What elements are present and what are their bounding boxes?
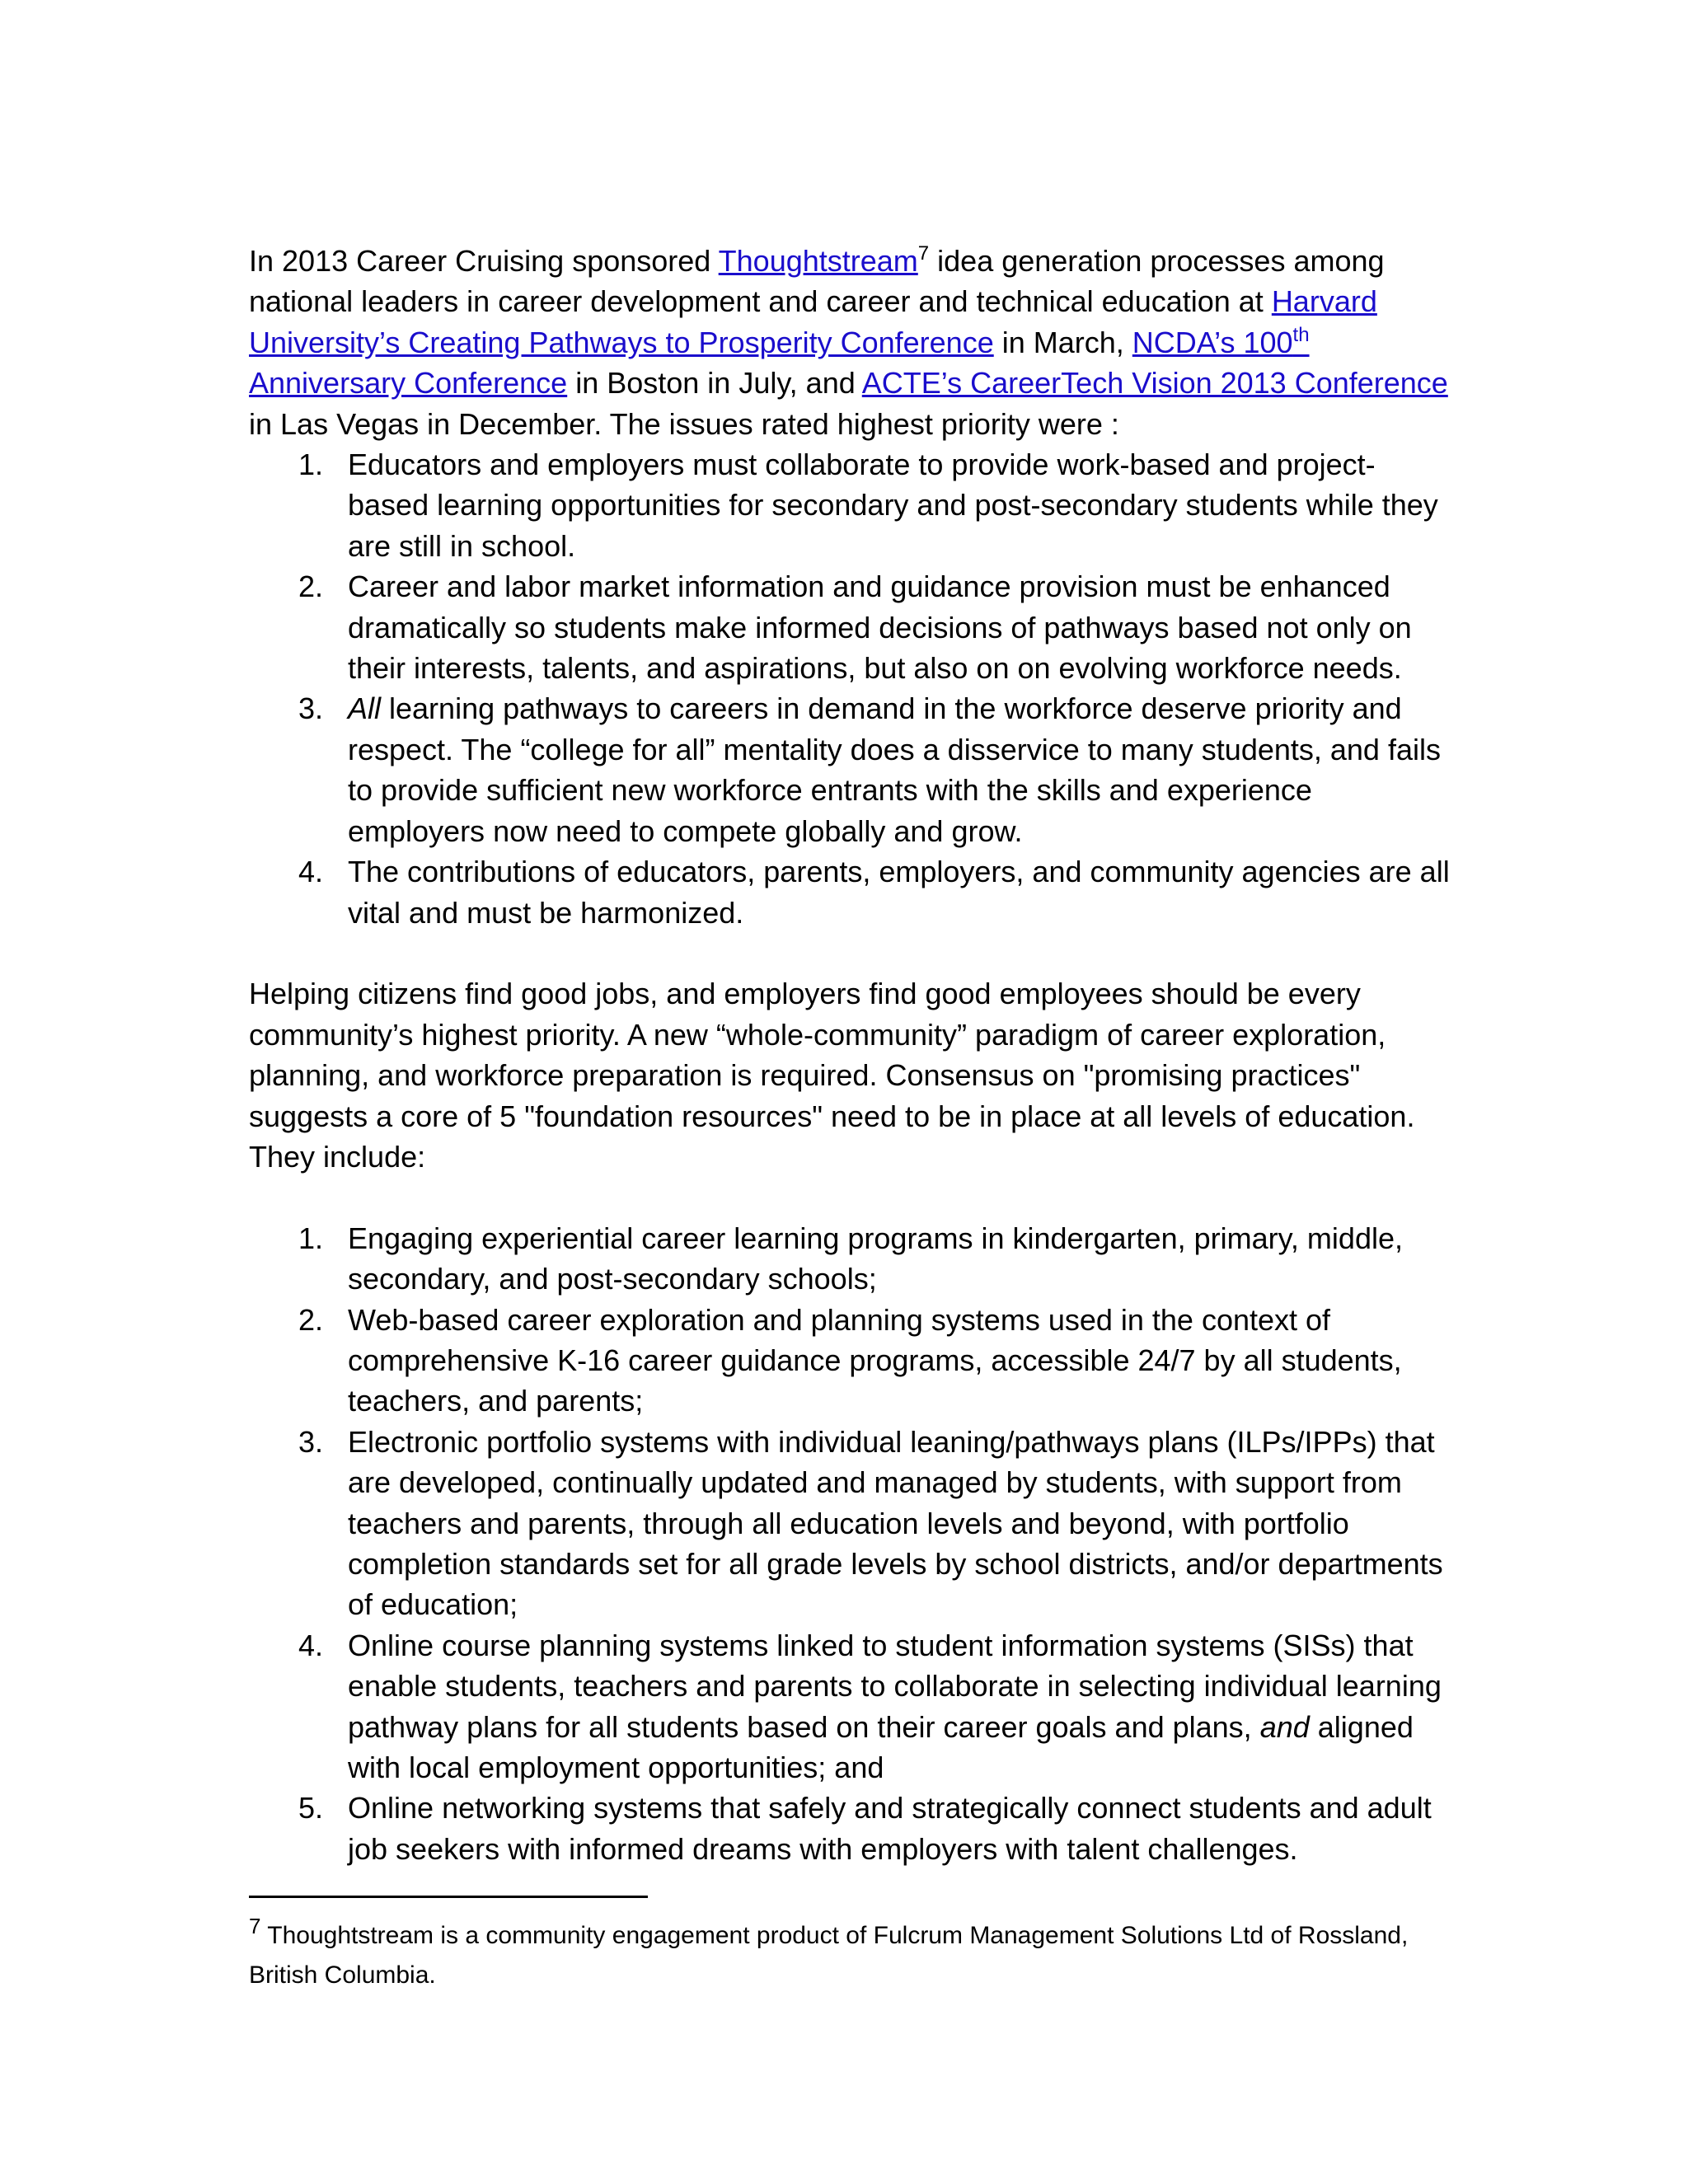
list-number: 1. xyxy=(298,448,324,482)
list-item xyxy=(249,1218,1452,1300)
footnote-separator xyxy=(249,1896,648,1898)
list-item-emphasis: All xyxy=(348,691,382,726)
list-item xyxy=(249,566,1452,688)
list-number: 4. xyxy=(298,1628,324,1662)
list-item-text: Online course planning systems linked to student information systems (SISs) that enable students, teachers and parents to collaborate in selecting individual learning pathway plans for all students based on their career goals and plans, xyxy=(348,1628,1442,1744)
harvard-conference-link[interactable]: Harvard University’s Creating Pathways to Prosperity Conference xyxy=(249,284,1377,359)
list-item xyxy=(249,1788,1452,1869)
list-item-text: Educators and employers must collaborate to provide work-based and project-based learning opportunities for secondary and post-secondary students while they are still in school. xyxy=(348,448,1438,563)
list-item-text: Engaging experiential career learning programs in kindergarten, primary, middle, secondary, and post-secondary schools; xyxy=(348,1221,1403,1296)
list-number: 2. xyxy=(298,1302,324,1337)
footnote xyxy=(249,1916,1452,1995)
intro-text: in Las Vegas in December. The issues rated highest priority were : xyxy=(249,406,1119,441)
list-item-emphasis: and xyxy=(1259,1709,1310,1744)
list-item xyxy=(249,851,1452,933)
list-item xyxy=(249,1300,1452,1422)
body-paragraph: Helping citizens find good jobs, and employers find good employees should be every community’s highest priority. A new “whole-community” paradigm of career exploration, planning, and workforce preparation is required. Consensus on "promising practices" suggests a core of 5 "foundation resources" need to be in place at all levels of education. They include: xyxy=(249,977,1415,1174)
list-number: 2. xyxy=(298,569,324,604)
list-item-text: Web-based career exploration and planning systems used in the context of comprehensive K-16 career guidance programs, accessible 24/7 by all students, teachers, and parents; xyxy=(348,1302,1402,1418)
list-number: 4. xyxy=(298,855,324,889)
list-item-text: Online networking systems that safely and strategically connect students and adult job seekers with informed dreams with employers with talent challenges. xyxy=(348,1791,1432,1866)
list-item-text: The contributions of educators, parents, employers, and community agencies are all vital and must be harmonized. xyxy=(348,855,1450,930)
list-item-text: Career and labor market information and guidance provision must be enhanced dramatically so students make informed decisions of pathways based not only on their interests, talents, and aspirations, but also on on evolving workforce needs. xyxy=(348,569,1412,686)
list-item xyxy=(249,688,1452,851)
ncda-link-sup: th xyxy=(1292,323,1310,346)
list-item xyxy=(249,1625,1452,1788)
foundation-resources-list xyxy=(249,1218,1452,1870)
ncda-link-text: NCDA’s 100 xyxy=(1132,325,1293,359)
acte-conference-link[interactable]: ACTE’s CareerTech Vision 2013 Conference xyxy=(861,366,1448,401)
intro-text: In 2013 Career Cruising sponsored xyxy=(249,244,719,278)
priority-issues-list xyxy=(249,444,1452,933)
list-number: 3. xyxy=(298,1424,324,1459)
document-body xyxy=(249,241,1452,1869)
paragraph-spacer xyxy=(249,1177,1452,1217)
list-number: 1. xyxy=(298,1221,324,1255)
footnote-mark: 7 xyxy=(249,1914,261,1938)
list-item-text: aligned with local employment opportunities; and xyxy=(348,1709,1414,1784)
intro-text: idea generation processes among national leaders in career development and career and technical education at xyxy=(249,244,1385,319)
list-number: 3. xyxy=(298,691,324,726)
list-item-text: Electronic portfolio systems with individual leaning/pathways plans (ILPs/IPPs) that are developed, continually updated and managed by students, with support from teachers and parents, through all education levels and beyond, with portfolio completion standards set for all grade levels by school districts, and/or departments of education; xyxy=(348,1424,1443,1622)
footnote-text: Thoughtstream is a community engagement product of Fulcrum Management Solutions Ltd of Rossland, British Columbia. xyxy=(249,1922,1409,1989)
list-item-text: learning pathways to careers in demand in the workforce deserve priority and respect. The “college for all” mentality does a disservice to many students, and fails to provide sufficient new workforce entrants with the skills and experience employers now need to compete globally and grow. xyxy=(348,691,1441,848)
intro-text: in March, xyxy=(993,325,1132,359)
list-item xyxy=(249,1422,1452,1625)
intro-paragraph xyxy=(249,241,1452,444)
footnote-ref: 7 xyxy=(917,242,930,265)
paragraph-spacer xyxy=(249,933,1452,973)
list-item xyxy=(249,444,1452,566)
thoughtstream-link[interactable]: Thoughtstream xyxy=(718,244,918,278)
list-number: 5. xyxy=(298,1791,324,1825)
intro-text: in Boston in July, and xyxy=(567,366,862,401)
ncda-link-text: Anniversary Conference xyxy=(249,366,568,401)
